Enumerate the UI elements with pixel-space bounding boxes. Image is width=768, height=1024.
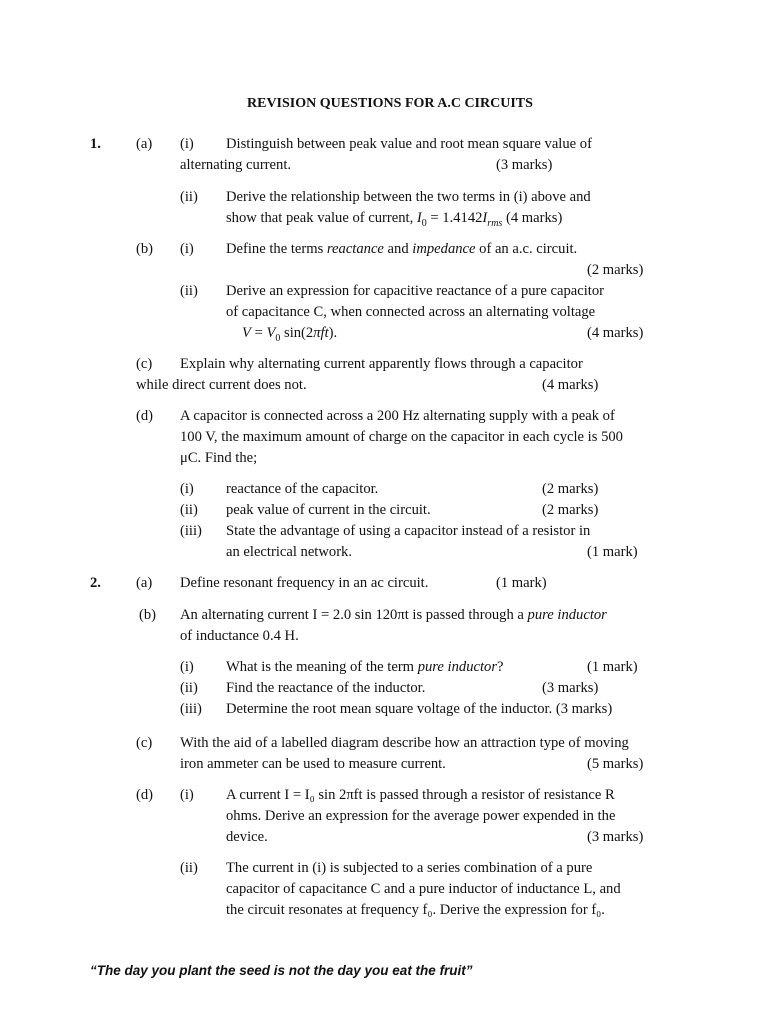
q1d-iii-text-line2: an electrical network.	[226, 544, 353, 560]
q1d-ii-text: peak value of current in the circuit.	[226, 502, 431, 518]
formula-eq: =	[250, 325, 267, 341]
q2b-iii-label: (iii)	[180, 701, 202, 717]
q1d-text-line3: μC. Find the;	[180, 450, 258, 466]
q2a-marks: (1 mark)	[496, 575, 547, 591]
q1b-i-marks: (2 marks)	[587, 262, 644, 278]
q1a-ii-text-line2	[226, 208, 562, 234]
q2a-text: Define resonant frequency in an ac circuit.	[180, 575, 429, 591]
q2a-label: (a)	[136, 575, 153, 591]
q2d-i-text-line1: A current I = I₀ sin 2πft is passed through a resistor of resistance R	[226, 787, 615, 803]
q2b-i-term: pure inductor	[417, 659, 497, 675]
term-reactance: reactance	[326, 241, 384, 257]
q1b-ii-text-line1: Derive an expression for capacitive reactance of a pure capacitor	[226, 283, 605, 299]
q1b-ii-label: (ii)	[180, 283, 198, 299]
q1d-ii-marks: (2 marks)	[542, 502, 599, 518]
q1b-ii-marks: (4 marks)	[587, 325, 644, 341]
q1d-i-marks: (2 marks)	[542, 481, 599, 497]
q1b-i-label: (i)	[180, 241, 194, 257]
q2b-i-label: (i)	[180, 659, 194, 675]
q2b-i-post: ?	[497, 659, 504, 675]
page-title: REVISION QUESTIONS FOR A.C CIRCUITS	[247, 96, 533, 111]
q1a-ii-text-pre: show that peak value of current,	[226, 210, 417, 226]
q1a-i-label: (i)	[180, 136, 194, 152]
q2b-label: (b)	[139, 607, 157, 623]
q2b-i-marks: (1 mark)	[587, 659, 638, 675]
q2d-ii-text-line2: capacitor of capacitance C and a pure inductor of inductance L, and	[226, 881, 621, 897]
formula-v0: V	[266, 325, 276, 341]
footer-quote: “The day you plant the seed is not the day you eat the fruit”	[90, 963, 473, 978]
formula-close: ).	[328, 325, 338, 341]
q2b-ii-marks: (3 marks)	[542, 680, 599, 696]
q1c-text-line1: Explain why alternating current apparently flows through a capacitor	[180, 356, 583, 372]
formula-ft: ft	[320, 325, 329, 341]
q1a-i-marks: (3 marks)	[496, 157, 553, 173]
q2b-text-line1	[180, 605, 607, 626]
formula-sub-rms: rms	[487, 217, 503, 229]
q1b-i-text	[226, 239, 577, 260]
question-1-number: 1.	[90, 136, 101, 152]
q2d-label: (d)	[136, 787, 154, 803]
formula-sin: sin(2	[280, 325, 314, 341]
q2c-text-line2: iron ammeter can be used to measure current.	[180, 756, 446, 772]
q1d-label: (d)	[136, 408, 154, 424]
q2b-text-pre: An alternating current I = 2.0 sin 120πt is passed through a	[180, 607, 528, 623]
q2c-text-line1: With the aid of a labelled diagram describe how an attraction type of moving	[180, 735, 629, 751]
q2d-i-marks: (3 marks)	[587, 829, 644, 845]
q1d-i-text: reactance of the capacitor.	[226, 481, 379, 497]
q1d-text-line1: A capacitor is connected across a 200 Hz alternating supply with a peak of	[180, 408, 615, 424]
q1d-iii-marks: (1 mark)	[587, 544, 638, 560]
q1b-ii-formula	[242, 323, 337, 349]
question-2-number: 2.	[90, 575, 101, 591]
q1b-i-pre: Define the terms	[226, 241, 327, 257]
q1d-ii-label: (ii)	[180, 502, 198, 518]
q1b-ii-text-line2: of capacitance C, when connected across an alternating voltage	[226, 304, 596, 320]
q2c-marks: (5 marks)	[587, 756, 644, 772]
q1a-ii-text-line1: Derive the relationship between the two terms in (i) above and	[226, 189, 591, 205]
q2b-i-text	[226, 657, 503, 678]
q2b-text-line2: of inductance 0.4 H.	[180, 628, 299, 644]
q1a-i-text-line1: Distinguish between peak value and root mean square value of	[226, 136, 592, 152]
q1d-iii-label: (iii)	[180, 523, 202, 539]
q1a-label: (a)	[136, 136, 153, 152]
q1a-i-text-line2: alternating current.	[180, 157, 292, 173]
formula-irms: I	[482, 210, 488, 226]
q1b-i-mid: and	[383, 241, 413, 257]
q2b-ii-label: (ii)	[180, 680, 198, 696]
formula-sub-0: 0	[421, 217, 427, 229]
q2d-ii-label: (ii)	[180, 860, 198, 876]
q1b-i-post: of an a.c. circuit.	[475, 241, 578, 257]
q2d-ii-text-line1: The current in (i) is subjected to a series combination of a pure	[226, 860, 593, 876]
q1c-label: (c)	[136, 356, 153, 372]
q2d-i-text-line2: ohms. Derive an expression for the average power expended in the	[226, 808, 616, 824]
q2d-i-text-line3: device.	[226, 829, 268, 845]
q2b-ii-text: Find the reactance of the inductor.	[226, 680, 426, 696]
q2b-text-pure-inductor: pure inductor	[527, 607, 607, 623]
q2d-i-label: (i)	[180, 787, 194, 803]
q1c-text-line2: while direct current does not.	[136, 377, 307, 393]
formula-pi: π	[313, 325, 321, 341]
q1d-iii-text-line1: State the advantage of using a capacitor instead of a resistor in	[226, 523, 591, 539]
q1d-i-label: (i)	[180, 481, 194, 497]
q2d-ii-text-line3: the circuit resonates at frequency f₀. Derive the expression for f₀.	[226, 902, 605, 918]
formula-v: V	[242, 325, 251, 341]
term-impedance: impedance	[412, 241, 476, 257]
q2b-i-pre: What is the meaning of the term	[226, 659, 418, 675]
q1a-ii-marks: (4 marks)	[505, 210, 563, 226]
q2b-iii-text: Determine the root mean square voltage of the inductor. (3 marks)	[226, 701, 613, 717]
q2c-label: (c)	[136, 735, 153, 751]
q1b-label: (b)	[136, 241, 154, 257]
formula-equals: = 1.4142	[426, 210, 483, 226]
q1c-marks: (4 marks)	[542, 377, 599, 393]
q1d-text-line2: 100 V, the maximum amount of charge on the capacitor in each cycle is 500	[180, 429, 623, 445]
formula-i0: I	[416, 210, 422, 226]
formula-v0-sub: 0	[275, 332, 281, 344]
q1a-ii-label: (ii)	[180, 189, 198, 205]
